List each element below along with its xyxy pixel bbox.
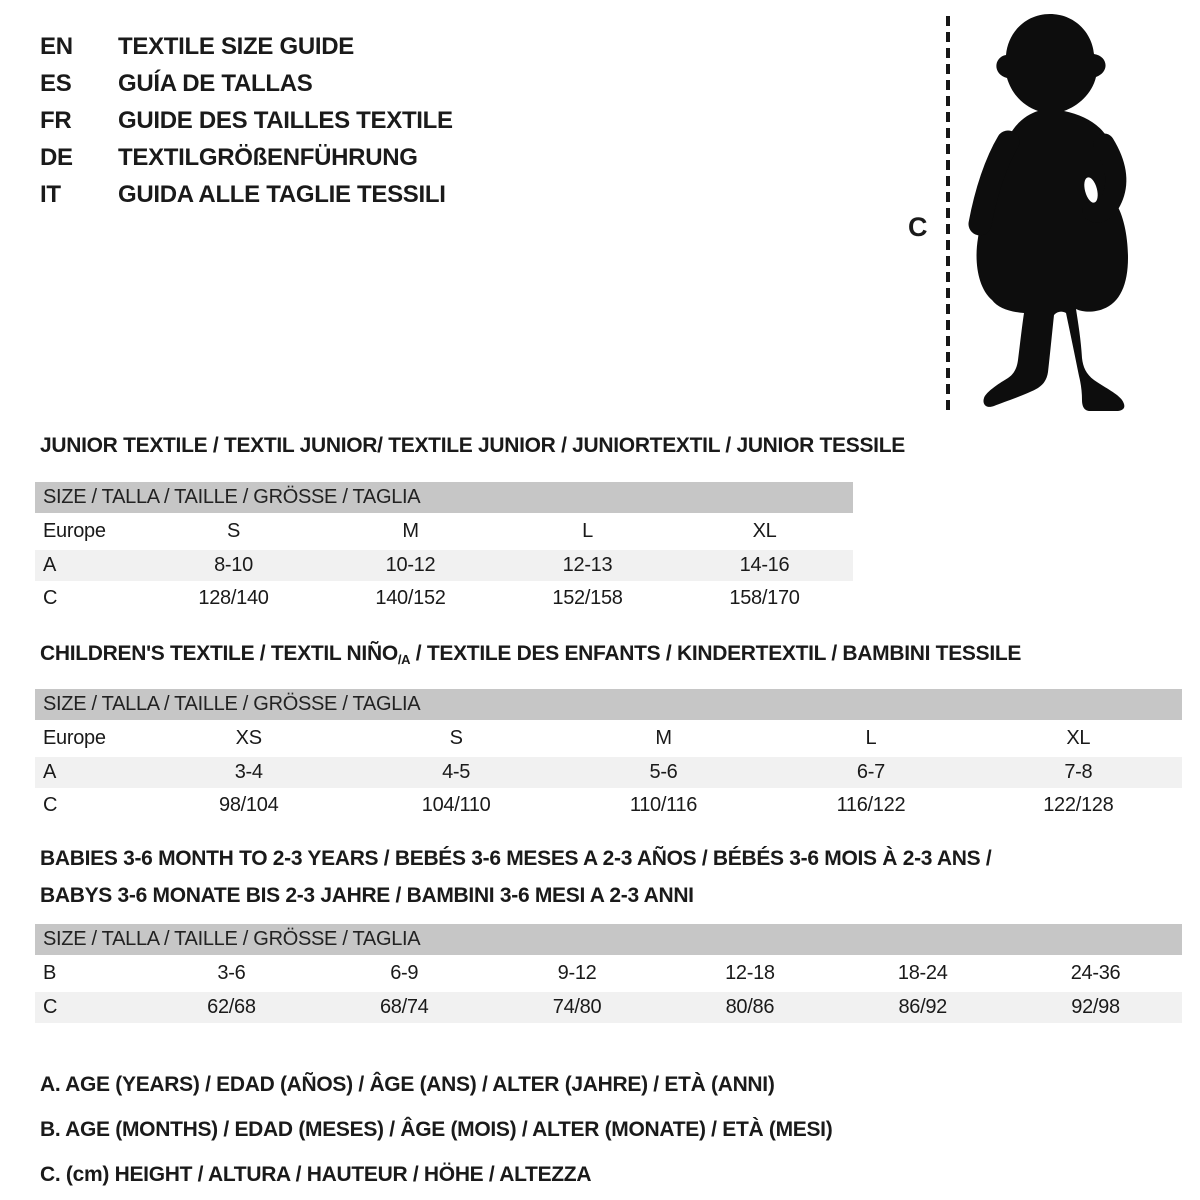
table-cell: 152/158 <box>552 587 623 609</box>
lang-title: GUIDE DES TAILLES TEXTILE <box>118 106 453 134</box>
height-measure-label: C <box>908 212 928 242</box>
table-cell: 3-6 <box>217 962 246 984</box>
row-label: C <box>43 587 58 609</box>
row-label: A <box>43 761 57 783</box>
lang-row-it <box>40 176 453 213</box>
table-cell: S <box>449 727 463 749</box>
height-figure <box>880 0 1200 430</box>
table-row-a <box>35 550 853 581</box>
table-cell: 3-4 <box>234 761 263 783</box>
table-cell: 122/128 <box>1043 794 1114 816</box>
row-label: B <box>43 962 57 984</box>
table-cell: XL <box>752 520 777 542</box>
legend-line-c: C. (cm) HEIGHT / ALTURA / HAUTEUR / HÖHE / ALTEZZA <box>40 1162 592 1186</box>
table-row-europe <box>35 722 1182 755</box>
junior-size-table <box>35 482 853 614</box>
children-table-header: SIZE / TALLA / TAILLE / GRÖSSE / TAGLIA <box>35 689 1182 720</box>
lang-row-fr <box>40 102 453 139</box>
table-cell: 92/98 <box>1071 996 1120 1018</box>
table-cell: 6-9 <box>390 962 419 984</box>
table-cell: 128/140 <box>198 587 269 609</box>
table-cell: 8-10 <box>214 554 253 576</box>
lang-code: EN <box>40 32 73 60</box>
table-cell: 12-18 <box>725 962 775 984</box>
table-cell: 62/68 <box>207 996 256 1018</box>
babies-size-table <box>35 924 1182 1023</box>
legend-line-b: B. AGE (MONTHS) / EDAD (MESES) / ÂGE (MOIS) / ALTER (MONATE) / ETÀ (MESI) <box>40 1117 833 1141</box>
table-cell: 80/86 <box>725 996 775 1018</box>
table-cell: 7-8 <box>1064 761 1093 783</box>
table-row-c <box>35 790 1182 821</box>
children-title-sub: /A <box>397 652 411 667</box>
lang-code: ES <box>40 69 72 97</box>
table-cell: 14-16 <box>739 554 790 576</box>
row-label: C <box>43 996 58 1018</box>
row-label: Europe <box>43 727 106 749</box>
table-cell: 98/104 <box>219 794 279 816</box>
table-row-b <box>35 957 1182 990</box>
table-row-c <box>35 992 1182 1023</box>
toddler-silhouette-icon <box>954 10 1146 415</box>
children-size-table <box>35 689 1182 821</box>
row-label: C <box>43 794 58 816</box>
lang-title: GUIDA ALLE TAGLIE TESSILI <box>118 180 446 208</box>
children-title-part: CHILDREN'S TEXTILE / TEXTIL NIÑO <box>40 642 398 665</box>
babies-title-line2: BABYS 3-6 MONATE BIS 2-3 JAHRE / BAMBINI 3-6 MESI A 2-3 ANNI <box>40 884 694 907</box>
lang-title: TEXTILE SIZE GUIDE <box>118 32 354 60</box>
table-cell: S <box>226 520 241 542</box>
table-cell: L <box>582 520 593 542</box>
table-cell: 4-5 <box>442 761 471 783</box>
lang-title: TEXTILGRÖßENFÜHRUNG <box>118 143 418 171</box>
table-row-europe <box>35 515 853 548</box>
lang-title: GUÍA DE TALLAS <box>118 69 313 97</box>
lang-row-de <box>40 139 453 176</box>
table-cell: L <box>865 727 877 749</box>
table-cell: 6-7 <box>856 761 885 783</box>
babies-table-header: SIZE / TALLA / TAILLE / GRÖSSE / TAGLIA <box>35 924 1182 955</box>
table-cell: XL <box>1066 727 1091 749</box>
babies-section-title <box>40 840 991 914</box>
table-cell: 74/80 <box>552 996 602 1018</box>
table-row-a <box>35 757 1182 788</box>
table-row-c <box>35 583 853 614</box>
table-cell: 9-12 <box>557 962 597 984</box>
lang-row-es <box>40 65 453 102</box>
measurement-legend <box>40 1062 832 1197</box>
table-cell: 140/152 <box>375 587 446 609</box>
table-cell: 5-6 <box>649 761 678 783</box>
children-section-title <box>40 642 1021 667</box>
table-cell: 104/110 <box>421 794 491 816</box>
table-cell: 18-24 <box>897 962 948 984</box>
lang-code: FR <box>40 106 72 134</box>
lang-code: DE <box>40 143 73 171</box>
table-cell: 86/92 <box>898 996 947 1018</box>
table-cell: 110/116 <box>629 794 698 816</box>
height-dashed-line-icon <box>946 16 950 416</box>
lang-code: IT <box>40 180 61 208</box>
table-cell: 68/74 <box>379 996 429 1018</box>
table-cell: 10-12 <box>385 554 436 576</box>
row-label: Europe <box>43 520 106 542</box>
junior-section-title: JUNIOR TEXTILE / TEXTIL JUNIOR/ TEXTILE JUNIOR / JUNIORTEXTIL / JUNIOR TESSILE <box>40 434 905 457</box>
table-cell: M <box>402 520 419 542</box>
table-cell: 12-13 <box>562 554 613 576</box>
language-header <box>40 28 453 213</box>
lang-row-en <box>40 28 453 65</box>
table-cell: 158/170 <box>729 587 800 609</box>
table-cell: 116/122 <box>836 794 906 816</box>
table-cell: XS <box>235 727 262 749</box>
legend-line-a: A. AGE (YEARS) / EDAD (AÑOS) / ÂGE (ANS) / ALTER (JAHRE) / ETÀ (ANNI) <box>40 1072 775 1096</box>
junior-table-header: SIZE / TALLA / TAILLE / GRÖSSE / TAGLIA <box>35 482 853 513</box>
babies-title-line1: BABIES 3-6 MONTH TO 2-3 YEARS / BEBÉS 3-6 MESES A 2-3 AÑOS / BÉBÉS 3-6 MOIS À 2-3 ANS / <box>40 847 992 870</box>
children-title-part: / TEXTILE DES ENFANTS / KINDERTEXTIL / BAMBINI TESSILE <box>410 642 1022 665</box>
table-cell: 24-36 <box>1070 962 1121 984</box>
row-label: A <box>43 554 57 576</box>
table-cell: M <box>655 727 672 749</box>
